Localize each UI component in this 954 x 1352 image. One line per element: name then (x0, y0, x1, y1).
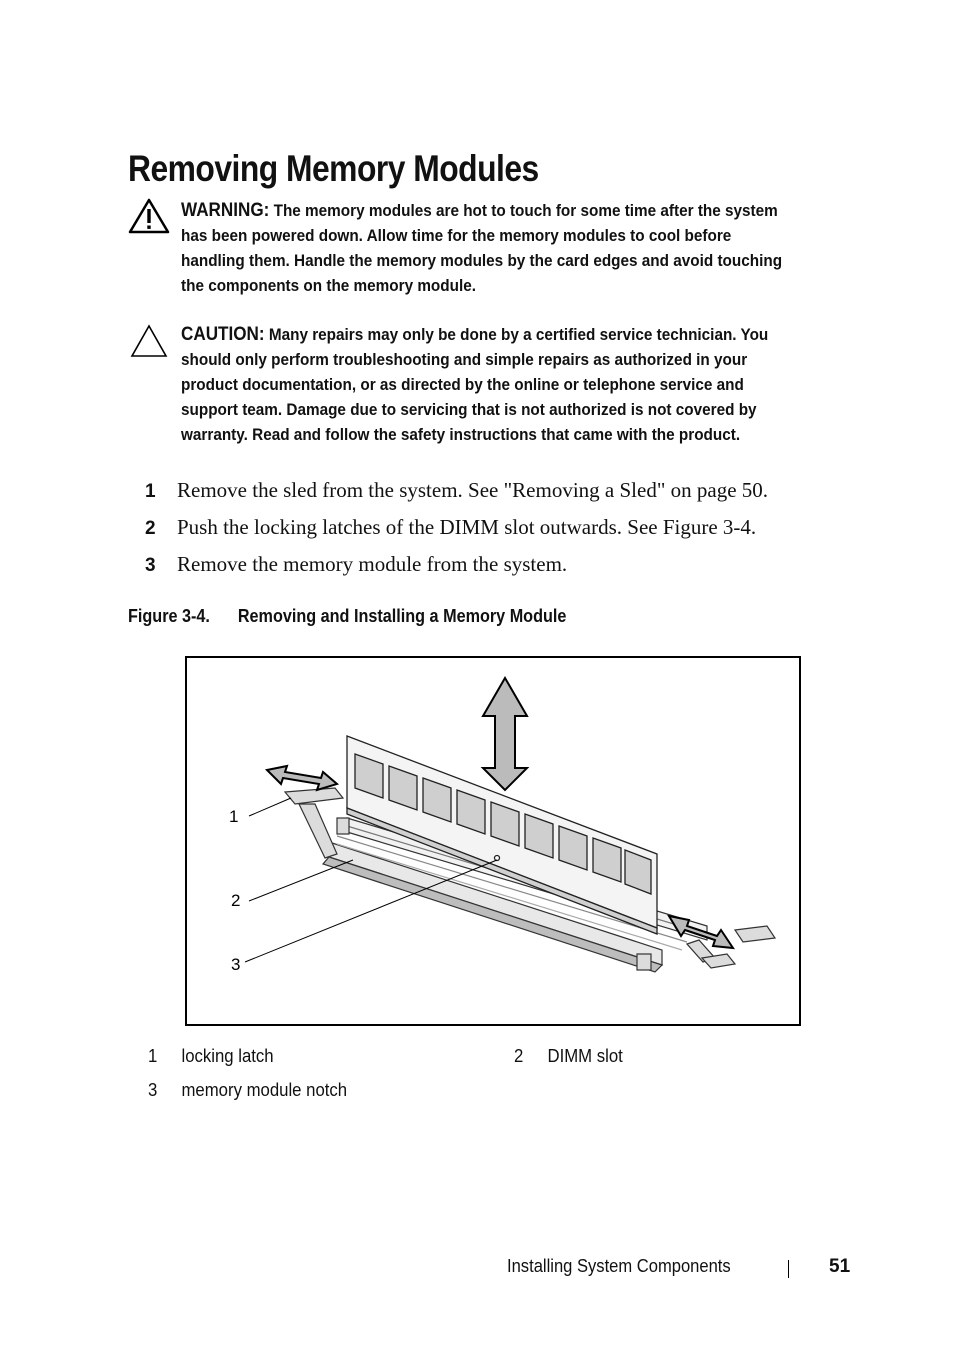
figure-caption (128, 606, 566, 627)
footer-section-title: Installing System Components (507, 1256, 731, 1276)
memory-module-illustration (187, 658, 799, 1024)
legend-item (148, 1080, 347, 1101)
step-item (145, 478, 768, 515)
legend-text: locking latch (181, 1046, 274, 1066)
callout-3: 3 (231, 955, 241, 974)
step-text: Remove the memory module from the system. (177, 552, 568, 576)
warning-line-1: The memory modules are hot to touch for some time after the system (273, 201, 778, 220)
step-number: 2 (145, 518, 156, 539)
step-item (145, 515, 768, 552)
step-item (145, 552, 768, 589)
step-number: 1 (145, 481, 156, 502)
caution-line-2: should only perform troubleshooting and simple repairs as authorized in your (181, 350, 748, 369)
warning-line-4: the components on the memory module. (181, 276, 476, 295)
latch-arrow-left (267, 766, 337, 790)
warning-line-3: handling them. Handle the memory modules by the card edges and avoid touching (181, 251, 783, 270)
caution-line-3: product documentation, or as directed by the online or telephone service and (181, 375, 744, 394)
footer-separator (788, 1260, 789, 1278)
callout-1: 1 (229, 807, 239, 826)
caution-line-1: Many repairs may only be done by a certified service technician. You (268, 325, 769, 344)
legend-item (514, 1046, 623, 1067)
legend-item (148, 1046, 274, 1067)
caution-line-4: support team. Damage due to servicing that is not authorized is not covered by (181, 400, 757, 419)
warning-icon (128, 198, 170, 234)
warning-notice (128, 198, 868, 298)
page-number: 51 (829, 1256, 851, 1277)
memory-module-figure (185, 656, 801, 1026)
legend-number: 1 (148, 1046, 158, 1066)
step-text: Push the locking latches of the DIMM slot outwards. See Figure 3-4. (177, 515, 757, 539)
figure-title: Removing and Installing a Memory Module (237, 606, 567, 626)
legend-text: DIMM slot (547, 1046, 623, 1066)
page-title: Removing Memory Modules (128, 148, 539, 189)
caution-icon (128, 322, 170, 358)
legend-number: 3 (148, 1080, 158, 1100)
step-number: 3 (145, 555, 156, 576)
caution-line-5: warranty. Read and follow the safety instructions that came with the product. (181, 425, 741, 444)
caution-notice (128, 322, 868, 447)
procedure-steps (145, 478, 768, 589)
warning-line-2: has been powered down. Allow time for the memory modules to cool before (181, 226, 732, 245)
legend-number: 2 (514, 1046, 524, 1066)
figure-label: Figure 3-4. (128, 606, 210, 626)
caution-label: CAUTION: (181, 324, 265, 345)
legend-text: memory module notch (181, 1080, 348, 1100)
step-text: Remove the sled from the system. See "Removing a Sled" on page 50. (177, 478, 769, 502)
warning-label: WARNING: (181, 200, 270, 221)
callout-2: 2 (231, 891, 241, 910)
lift-arrow (483, 678, 527, 790)
